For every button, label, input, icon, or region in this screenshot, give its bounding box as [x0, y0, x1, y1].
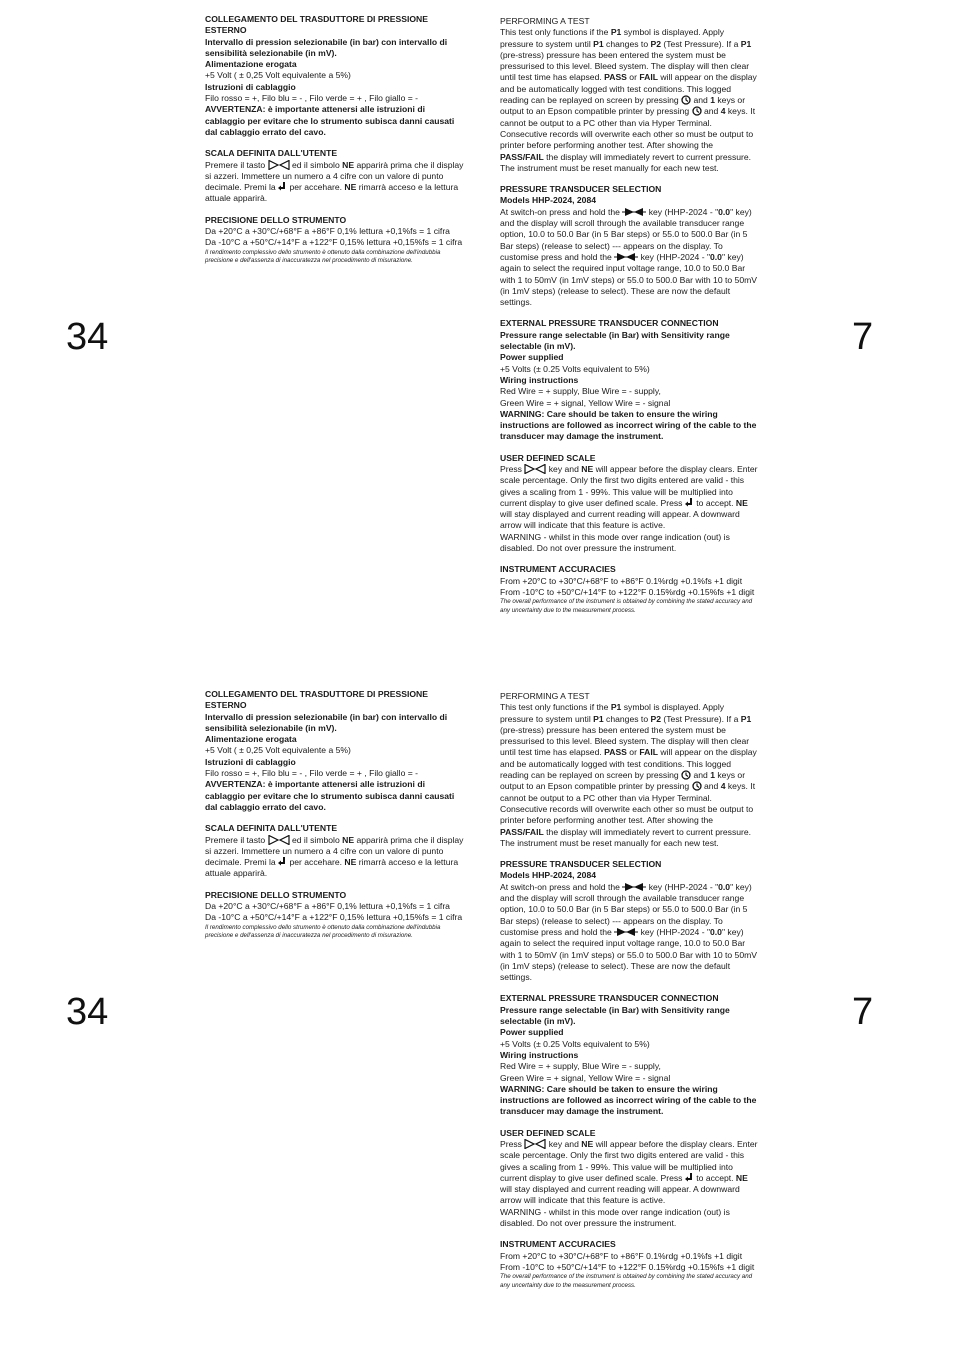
- en-perf-p1: P1: [610, 27, 622, 38]
- valve-icon: [622, 882, 646, 892]
- en-perf-passfail: PASS/FAIL: [500, 826, 544, 837]
- italian-column: [205, 14, 467, 275]
- en-uds-d: to accept.: [696, 1172, 734, 1183]
- english-column: [500, 691, 758, 1300]
- en-ext-wiring-1: Red Wire = + supply, Blue Wire = - supply,: [500, 1061, 661, 1072]
- en-ext-title: EXTERNAL PRESSURE TRANSDUCER CONNECTION: [500, 993, 719, 1004]
- it-accuracy-section: [205, 215, 467, 266]
- en-pts-00b: 0.0: [710, 926, 722, 937]
- en-pts-5: " key) again to select the required input voltage range, 10.0 to 50.0 Bar with 1 to 50mV (in 1mV steps) or 55.0 to 500.0 Bar with 10 to 50mV (in 1mV steps) (release to select). These are now the default settings.: [500, 926, 757, 983]
- en-perf-8: keys. It cannot be output to a PC other than via Hyper Terminal. Consecutive records will overwrite each other so must be output to printer before performing another test. After showing the: [500, 781, 756, 826]
- en-pts-5: " key) again to select the required input voltage range, 10.0 to 50.0 Bar with 1 to 50mV (in 1mV steps) or 55.0 to 500.0 Bar with 10 to 50mV (in 1mV steps) (release to select). These are now the default settings.: [500, 251, 757, 308]
- en-ext-power: +5 Volts (± 0.25 Volts equivalent to 5%): [500, 1038, 650, 1049]
- it-ext-power: +5 Volt ( ± 0,25 Volt equivalente a 5%): [205, 745, 351, 756]
- it-ext-range: Intervallo di pression selezionabile (in bar) con intervallo di sensibilità selezionabile (in mV).: [205, 711, 448, 733]
- en-pts-2: key (HHP-2024 - ": [648, 206, 719, 217]
- en-acc-1: From +20°C to +30°C/+68°F to +86°F 0.1%rdg +0.1%fs +1 digit: [500, 1250, 743, 1261]
- clock-icon: [681, 95, 691, 105]
- it-note: Il rendimento complessivo dello strumento è ottenuto dalla combinazione dell'indubbia precisione e dell'assenza di inaccuratezza nel procedimento di misurazione.: [205, 248, 441, 265]
- en-performing-test-section: [500, 691, 758, 849]
- en-perf-4: (Test Pressure). If a: [663, 713, 739, 724]
- valve-icon: [614, 927, 638, 937]
- clock-icon: [692, 781, 702, 791]
- it-ext-title: COLLEGAMENTO DEL TRASDUTTORE DI PRESSIONE ESTERNO: [205, 14, 428, 36]
- it-acc-2: Da -10°C a +50°C/+14°F a +122°F 0,15% lettura +0,15%fs = 1 cifra: [205, 237, 463, 248]
- en-pts-1: At switch-on press and hold the: [500, 206, 620, 217]
- en-perf-4: (Test Pressure). If a: [663, 38, 739, 49]
- en-perf-or: or: [629, 72, 637, 83]
- it-ext-power-heading: Alimentazione erogata: [205, 734, 297, 745]
- en-uds-warning: WARNING - whilst in this mode over range indication (out) is disabled. Do not over pressure the instrument.: [500, 531, 730, 554]
- page-number-right: 7: [852, 316, 874, 358]
- english-column: [500, 16, 758, 625]
- en-note: The overall performance of the instrument is obtained by combining the stated accuracy and any uncertainty due to the measurement process.: [500, 1273, 753, 1289]
- triangle-right-left-icon: [524, 1139, 546, 1149]
- en-uds-a: Press: [500, 463, 522, 474]
- en-uds-body: [500, 464, 758, 532]
- enter-key-icon: [278, 857, 287, 867]
- en-perf-1: This test only functions if the: [500, 27, 609, 38]
- it-uds-d: per accehare.: [289, 857, 343, 868]
- en-uds-e: will stay displayed and current reading will appear. A downward arrow will indicate that this feature is active.: [500, 509, 740, 531]
- en-perf-3: changes to: [606, 713, 649, 724]
- en-uds-ne2: NE: [735, 1172, 748, 1183]
- clock-icon: [692, 106, 702, 116]
- en-uds-warning: WARNING - whilst in this mode over range indication (out) is disabled. Do not over pressure the instrument.: [500, 1206, 730, 1229]
- en-perf-pass: PASS: [604, 747, 627, 758]
- en-pts-body: [500, 882, 758, 984]
- triangle-right-left-icon: [524, 464, 546, 474]
- it-ext-warning: AVVERTENZA: è importante attenersi alle istruzioni di cablaggio per evitare che lo strumento subisca danni causati dal cablaggio errato del cavo.: [205, 104, 455, 137]
- en-ext-title: EXTERNAL PRESSURE TRANSDUCER CONNECTION: [500, 318, 719, 329]
- en-perf-p1c: P1: [740, 713, 752, 724]
- en-user-scale-section: [500, 453, 758, 555]
- en-perf-5: (pre-stress) pressure has been entered the system must be pressurised to this level. Bleed system. The display will then clear until test time has elapsed.: [500, 49, 750, 83]
- it-user-scale-section: [205, 148, 467, 204]
- it-ext-title: COLLEGAMENTO DEL TRASDUTTORE DI PRESSIONE ESTERNO: [205, 689, 428, 711]
- en-pts-models: Models HHP-2024, 2084: [500, 195, 597, 206]
- en-perf-4key: 4: [720, 106, 726, 117]
- en-accuracy-section: [500, 564, 758, 615]
- en-uds-d: to accept.: [696, 497, 734, 508]
- it-acc-title: PRECISIONE DELLO STRUMENTO: [205, 214, 347, 225]
- en-pts-3: " key) and the display will scroll through the available transducer range option, 10.0 to 50.0 Bar (in 5 Bar steps) or 55.0 to 500.0 Bar (in 5 Bar steps) (release to select) --- appears on the display. To customise press and hold the: [500, 206, 752, 262]
- en-perf-2: symbol is displayed. Apply pressure to system until: [500, 702, 725, 724]
- en-uds-ne: NE: [581, 1138, 594, 1149]
- it-user-scale-section: [205, 823, 467, 879]
- en-ext-power-heading: Power supplied: [500, 352, 564, 363]
- en-perf-p2: P2: [650, 38, 661, 49]
- it-uds-body: [205, 835, 467, 880]
- en-perf-body: [500, 27, 758, 174]
- it-uds-d: per accehare.: [289, 182, 343, 193]
- valve-icon: [614, 252, 638, 262]
- en-uds-ne2: NE: [735, 497, 748, 508]
- en-uds-title: USER DEFINED SCALE: [500, 1127, 596, 1138]
- triangle-right-left-icon: [268, 835, 290, 845]
- en-uds-b: key and: [548, 1138, 579, 1149]
- en-ext-warning: WARNING: Care should be taken to ensure the wiring instructions are followed as incorrect wiring of the cable to the transducer may damage the instrument.: [500, 1083, 757, 1117]
- en-acc-1: From +20°C to +30°C/+68°F to +86°F 0.1%rdg +0.1%fs +1 digit: [500, 575, 743, 586]
- page-number-left: 34: [66, 991, 109, 1033]
- en-perf-and2: and: [703, 106, 719, 117]
- en-pts-4: key (HHP-2024 - ": [640, 251, 711, 262]
- en-pts-00: 0.0: [718, 206, 731, 217]
- it-ext-warning: AVVERTENZA: è importante attenersi alle istruzioni di cablaggio per evitare che lo strumento subisca danni causati dal cablaggio errato del cavo.: [205, 779, 455, 812]
- spread-top: [0, 0, 954, 675]
- en-pts-title: PRESSURE TRANSDUCER SELECTION: [500, 184, 662, 195]
- en-external-transducer-section: [500, 993, 758, 1117]
- it-acc-1: Da +20°C a +30°C/+68°F a +86°F 0,1% lettura +0,1%fs = 1 cifra: [205, 901, 450, 912]
- en-note: The overall performance of the instrument is obtained by combining the stated accuracy and any uncertainty due to the measurement process.: [500, 598, 753, 614]
- en-perf-1key: 1: [710, 770, 715, 781]
- it-acc-2: Da -10°C a +50°C/+14°F a +122°F 0,15% lettura +0,15%fs = 1 cifra: [205, 912, 463, 923]
- en-acc-title: INSTRUMENT ACCURACIES: [500, 1239, 616, 1250]
- enter-key-icon: [278, 182, 287, 192]
- en-transducer-selection-section: [500, 859, 758, 983]
- it-ext-wiring: Filo rosso = +, Filo blu = - , Filo verde = + , Filo giallo = -: [205, 93, 419, 104]
- en-uds-a: Press: [500, 1138, 522, 1149]
- en-pts-2: key (HHP-2024 - ": [648, 881, 719, 892]
- en-transducer-selection-section: [500, 184, 758, 308]
- en-accuracy-section: [500, 1239, 758, 1290]
- en-perf-1key: 1: [710, 95, 715, 106]
- enter-key-icon: [685, 498, 694, 508]
- en-perf-5: (pre-stress) pressure has been entered the system must be pressurised to this level. Bleed system. The display will then clear until test time has elapsed.: [500, 724, 750, 758]
- it-ext-range: Intervallo di pression selezionabile (in bar) con intervallo di sensibilità selezionabile (in mV).: [205, 36, 448, 58]
- en-perf-3: changes to: [606, 38, 649, 49]
- it-ext-wiring: Filo rosso = +, Filo blu = - , Filo verde = + , Filo giallo = -: [205, 768, 419, 779]
- en-acc-2: From -10°C to +50°C/+14°F to +122°F 0.15%rdg +0.15%fs +1 digit: [500, 1261, 755, 1272]
- it-uds-c: apparirà prima che il display si azzeri. Immettere un numero a 4 cifre con un valore di punto decimale. Premi la: [205, 159, 464, 193]
- en-perf-fail: FAIL: [639, 747, 658, 758]
- en-perf-6: will appear on the display and be automatically logged with test conditions. This logged reading can be replayed on screen by pressing: [500, 72, 757, 106]
- it-uds-ne2: NE: [344, 857, 357, 868]
- it-uds-e: rimarrà acceso e la lettura attuale apparirà.: [205, 857, 459, 879]
- it-ext-power: +5 Volt ( ± 0,25 Volt equivalente a 5%): [205, 70, 351, 81]
- en-perf-7: keys or output to an Epson compatible printer by pressing: [500, 95, 746, 117]
- it-uds-body: [205, 160, 467, 205]
- en-perf-9: the display will immediately revert to current pressure. The instrument must be reset manually for each new test.: [500, 151, 752, 173]
- triangle-right-left-icon: [268, 160, 290, 170]
- it-uds-ne2: NE: [344, 182, 357, 193]
- en-perf-or: or: [629, 747, 637, 758]
- en-pts-body: [500, 207, 758, 309]
- it-uds-a: Premere il tasto: [205, 159, 266, 170]
- en-pts-00b: 0.0: [710, 251, 722, 262]
- en-perf-body: [500, 702, 758, 849]
- it-acc-title: PRECISIONE DELLO STRUMENTO: [205, 889, 347, 900]
- it-uds-title: SCALA DEFINITA DALL'UTENTE: [205, 148, 338, 159]
- it-uds-e: rimarrà acceso e la lettura attuale apparirà.: [205, 182, 459, 204]
- it-uds-b: ed il simbolo: [291, 834, 340, 845]
- en-pts-title: PRESSURE TRANSDUCER SELECTION: [500, 859, 662, 870]
- en-pts-4: key (HHP-2024 - ": [640, 926, 711, 937]
- en-perf-title: PERFORMING A TEST: [500, 691, 590, 701]
- en-ext-power-heading: Power supplied: [500, 1027, 564, 1038]
- valve-icon: [622, 207, 646, 217]
- en-pts-models: Models HHP-2024, 2084: [500, 870, 597, 881]
- it-external-transducer-section: [205, 689, 467, 813]
- en-perf-p1b: P1: [593, 713, 604, 724]
- en-perf-title: PERFORMING A TEST: [500, 16, 590, 26]
- en-user-scale-section: [500, 1128, 758, 1230]
- it-uds-b: ed il simbolo: [291, 159, 340, 170]
- en-ext-range: Pressure range selectable (in Bar) with Sensitivity range selectable (in mV).: [500, 1004, 730, 1027]
- it-uds-ne: NE: [342, 159, 355, 170]
- en-perf-2: symbol is displayed. Apply pressure to system until: [500, 27, 725, 49]
- en-perf-4key: 4: [720, 781, 726, 792]
- en-ext-power: +5 Volts (± 0.25 Volts equivalent to 5%): [500, 363, 650, 374]
- en-uds-c: will appear before the display clears. Enter scale percentage. Only the first two digits entered are valid - this gives a scaling from 1 - 99%. This value will be multiplied into current display to give user defined scale. Press: [500, 1138, 758, 1183]
- en-pts-3: " key) and the display will scroll through the available transducer range option, 10.0 to 50.0 Bar (in 5 Bar steps) or 55.0 to 500.0 Bar (in 5 Bar steps) (release to select) --- appears on the display. To customise press and hold the: [500, 881, 752, 937]
- en-perf-1: This test only functions if the: [500, 702, 609, 713]
- en-ext-warning: WARNING: Care should be taken to ensure the wiring instructions are followed as incorrect wiring of the cable to the transducer may damage the instrument.: [500, 408, 757, 442]
- it-uds-title: SCALA DEFINITA DALL'UTENTE: [205, 823, 338, 834]
- page-number-right: 7: [852, 991, 874, 1033]
- en-pts-1: At switch-on press and hold the: [500, 881, 620, 892]
- en-perf-fail: FAIL: [639, 72, 658, 83]
- en-uds-title: USER DEFINED SCALE: [500, 452, 596, 463]
- en-uds-b: key and: [548, 463, 579, 474]
- spread-bottom: [0, 675, 954, 1350]
- en-ext-wiring-1: Red Wire = + supply, Blue Wire = - supply,: [500, 386, 661, 397]
- en-uds-ne: NE: [581, 463, 594, 474]
- en-uds-body: [500, 1139, 758, 1207]
- en-ext-wiring-heading: Wiring instructions: [500, 1049, 579, 1060]
- it-uds-c: apparirà prima che il display si azzeri. Immettere un numero a 4 cifre con un valore di punto decimale. Premi la: [205, 834, 464, 868]
- en-perf-and: and: [693, 95, 708, 106]
- it-uds-a: Premere il tasto: [205, 834, 266, 845]
- it-uds-ne: NE: [342, 834, 355, 845]
- it-acc-1: Da +20°C a +30°C/+68°F a +86°F 0,1% lettura +0,1%fs = 1 cifra: [205, 226, 450, 237]
- en-ext-range: Pressure range selectable (in Bar) with Sensitivity range selectable (in mV).: [500, 329, 730, 352]
- en-perf-p1b: P1: [593, 38, 604, 49]
- en-perf-and2: and: [703, 781, 719, 792]
- clock-icon: [681, 770, 691, 780]
- it-accuracy-section: [205, 890, 467, 941]
- it-external-transducer-section: [205, 14, 467, 138]
- en-ext-wiring-2: Green Wire = + signal, Yellow Wire = - signal: [500, 397, 671, 408]
- italian-column: [205, 689, 467, 950]
- en-pts-00: 0.0: [718, 881, 731, 892]
- en-perf-passfail: PASS/FAIL: [500, 151, 544, 162]
- en-ext-wiring-heading: Wiring instructions: [500, 374, 579, 385]
- en-perf-8: keys. It cannot be output to a PC other than via Hyper Terminal. Consecutive records will overwrite each other so must be output to printer before performing another test. After showing the: [500, 106, 756, 151]
- en-perf-p2: P2: [650, 713, 661, 724]
- it-ext-wiring-heading: Istruzioni di cablaggio: [205, 81, 296, 92]
- en-uds-e: will stay displayed and current reading will appear. A downward arrow will indicate that this feature is active.: [500, 1184, 740, 1206]
- page-number-left: 34: [66, 316, 109, 358]
- en-perf-and: and: [693, 770, 708, 781]
- en-ext-wiring-2: Green Wire = + signal, Yellow Wire = - signal: [500, 1072, 671, 1083]
- en-perf-9: the display will immediately revert to current pressure. The instrument must be reset manually for each new test.: [500, 826, 752, 848]
- enter-key-icon: [685, 1173, 694, 1183]
- en-acc-title: INSTRUMENT ACCURACIES: [500, 564, 616, 575]
- en-perf-p1c: P1: [740, 38, 752, 49]
- en-external-transducer-section: [500, 318, 758, 442]
- it-ext-wiring-heading: Istruzioni di cablaggio: [205, 756, 296, 767]
- en-perf-pass: PASS: [604, 72, 627, 83]
- en-acc-2: From -10°C to +50°C/+14°F to +122°F 0.15%rdg +0.15%fs +1 digit: [500, 586, 755, 597]
- en-perf-p1: P1: [610, 702, 622, 713]
- en-uds-c: will appear before the display clears. Enter scale percentage. Only the first two digits entered are valid - this gives a scaling from 1 - 99%. This value will be multiplied into current display to give user defined scale. Press: [500, 463, 758, 508]
- it-ext-power-heading: Alimentazione erogata: [205, 59, 297, 70]
- en-perf-7: keys or output to an Epson compatible printer by pressing: [500, 770, 746, 792]
- it-note: Il rendimento complessivo dello strumento è ottenuto dalla combinazione dell'indubbia precisione e dell'assenza di inaccuratezza nel procedimento di misurazione.: [205, 923, 441, 940]
- en-perf-6: will appear on the display and be automatically logged with test conditions. This logged reading can be replayed on screen by pressing: [500, 747, 757, 781]
- en-performing-test-section: [500, 16, 758, 174]
